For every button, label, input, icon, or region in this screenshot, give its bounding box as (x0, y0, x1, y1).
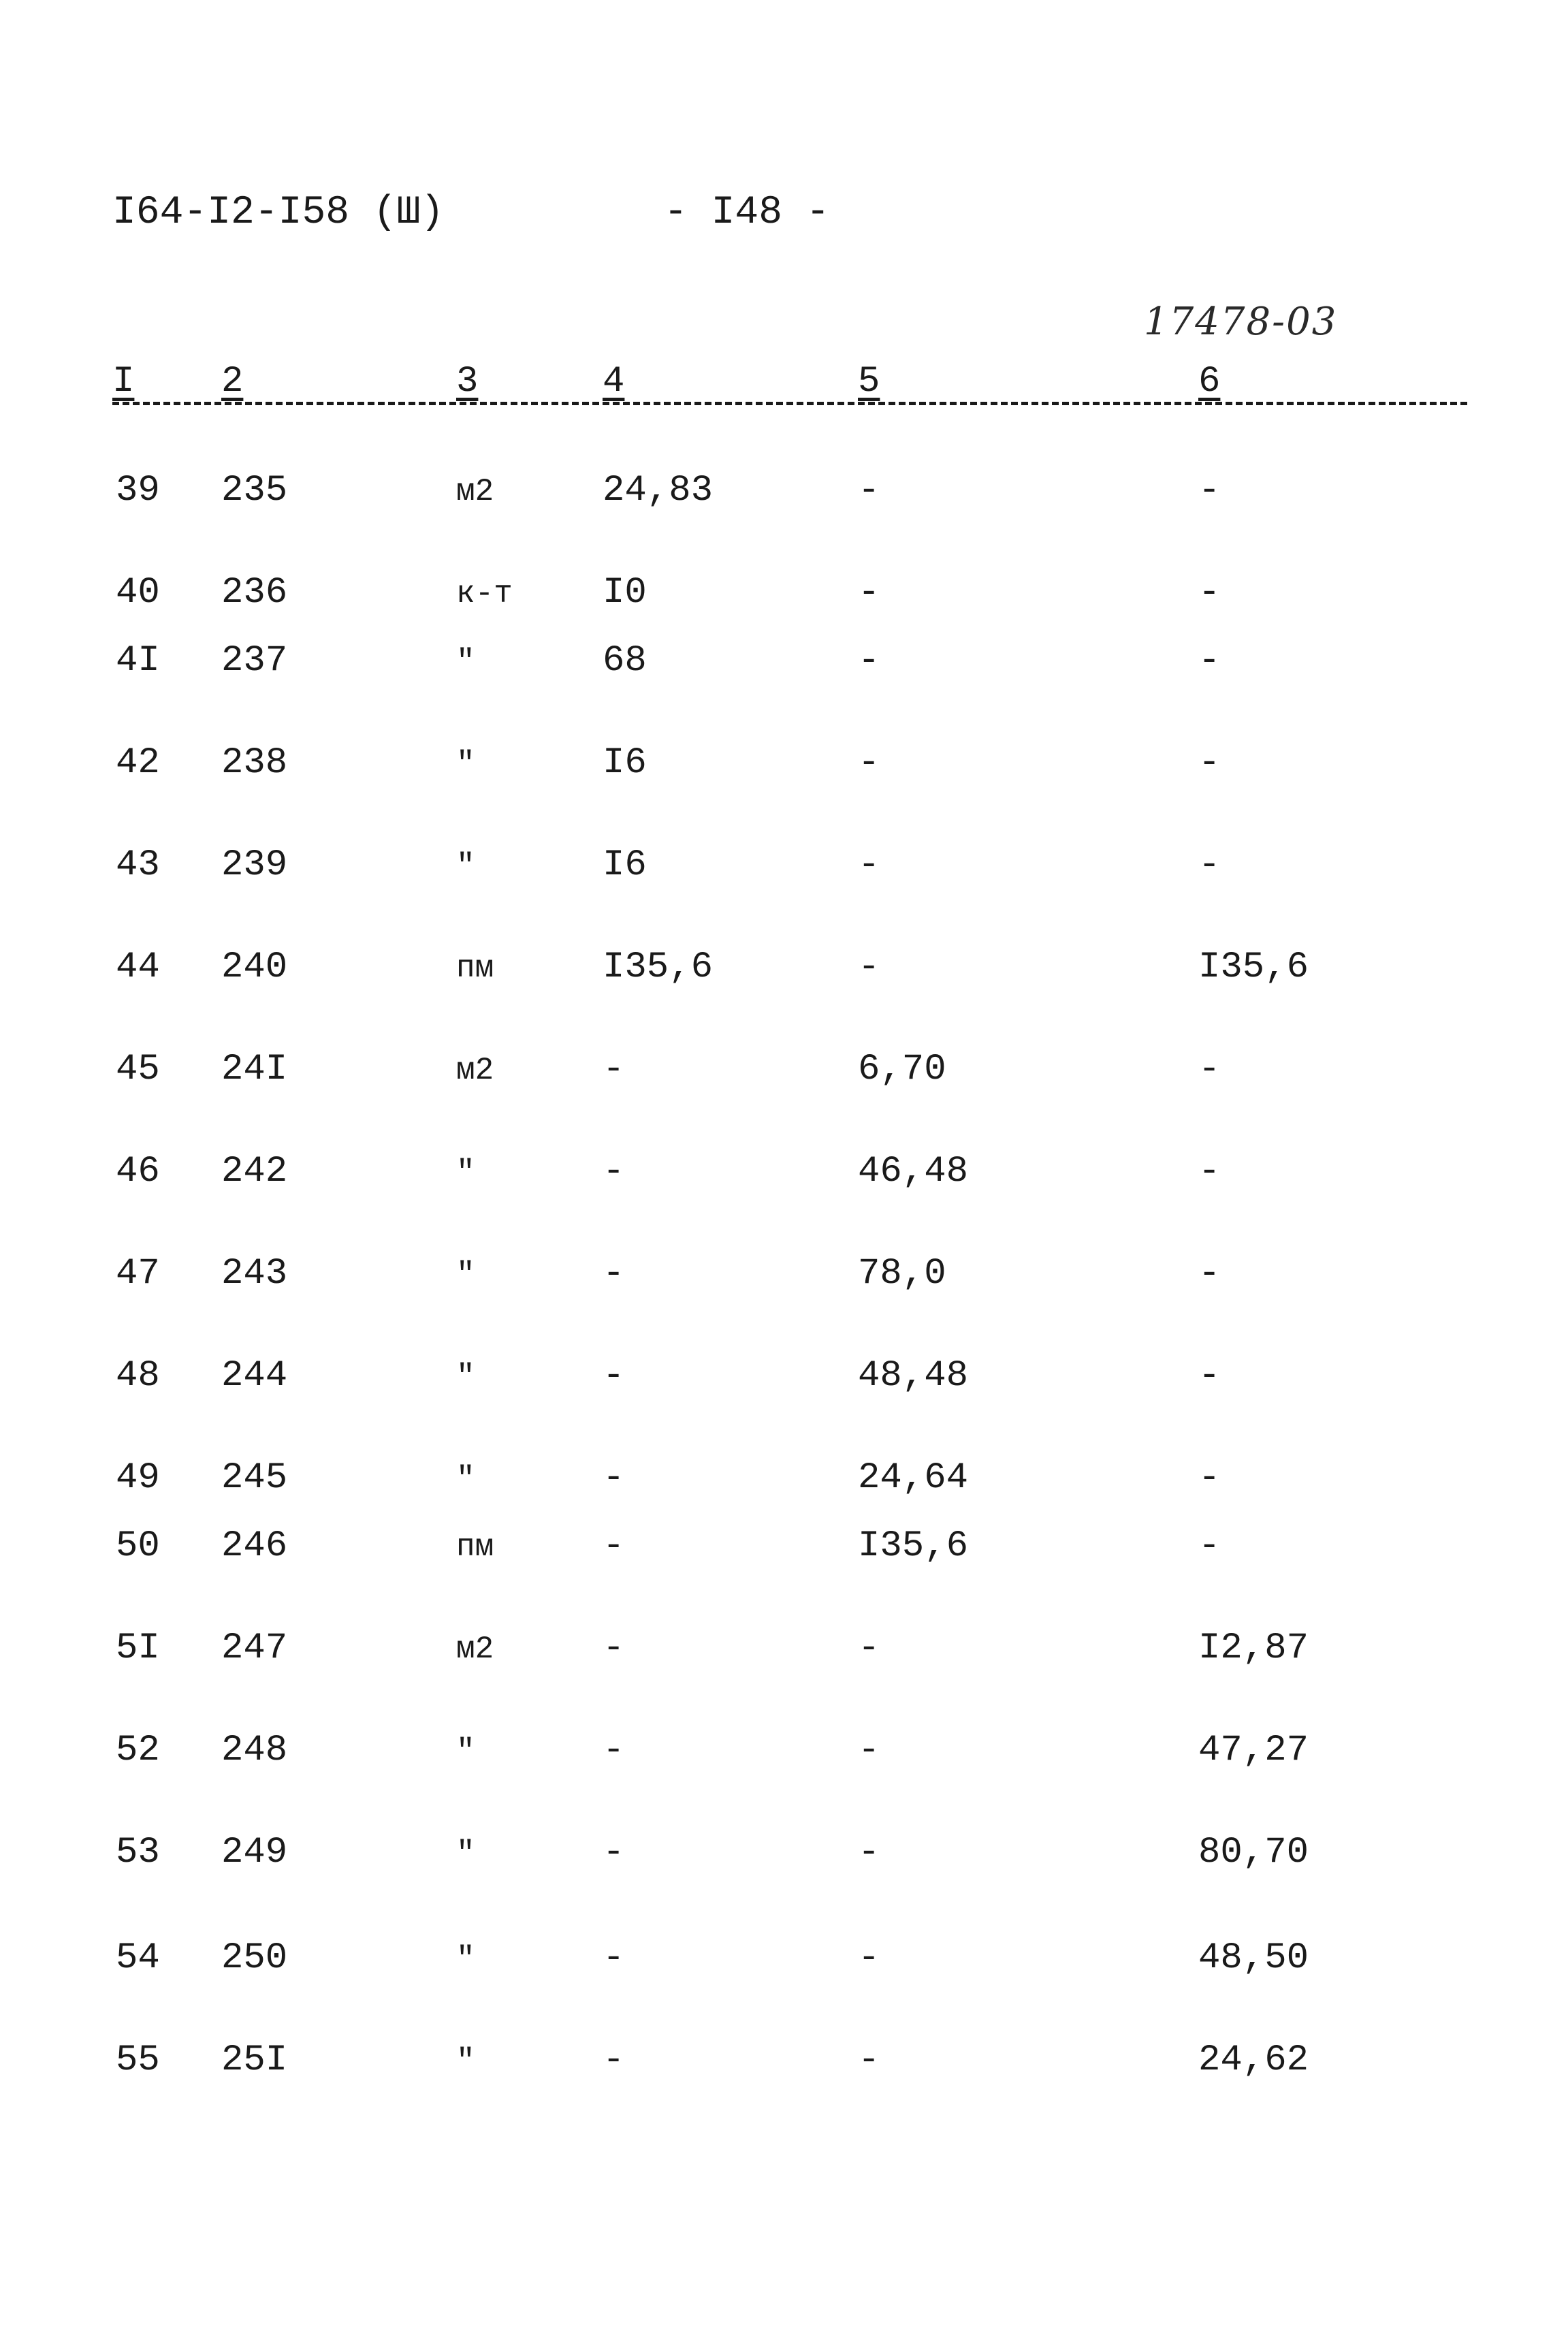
cell-col-2: 250 (221, 1937, 288, 1979)
cell-col-3: " (456, 2044, 475, 2079)
cell-col-1: 47 (116, 1253, 160, 1295)
cell-col-1: 49 (116, 1457, 160, 1499)
cell-col-4: - (603, 1253, 625, 1295)
cell-col-6: - (1198, 640, 1221, 682)
column-header-5: 5 (858, 361, 880, 402)
cell-col-3: " (456, 1257, 475, 1292)
cell-col-1: 43 (116, 844, 160, 886)
cell-col-1: 53 (116, 1832, 160, 1873)
cell-col-4: - (603, 1730, 625, 1771)
cell-col-3: " (456, 644, 475, 680)
cell-col-3: " (456, 848, 475, 884)
column-header-1: I (112, 361, 135, 402)
cell-col-3: к-т (456, 576, 513, 612)
cell-col-6: 47,27 (1198, 1730, 1309, 1771)
cell-col-5: - (858, 1832, 880, 1873)
cell-col-6: I35,6 (1198, 947, 1309, 988)
cell-col-3: " (456, 1941, 475, 1977)
column-header-6: 6 (1198, 361, 1221, 402)
cell-col-3: м2 (456, 1632, 494, 1667)
cell-col-5: 46,48 (858, 1151, 969, 1192)
cell-col-5: - (858, 947, 880, 988)
cell-col-6: - (1198, 742, 1221, 784)
cell-col-4: - (603, 2040, 625, 2081)
cell-col-2: 248 (221, 1730, 288, 1771)
document-code: I64-I2-I58 (Ш) (112, 191, 445, 235)
cell-col-4: I35,6 (603, 947, 714, 988)
cell-col-5: - (858, 470, 880, 511)
cell-col-3: пм (456, 1529, 494, 1565)
cell-col-6: - (1198, 470, 1221, 511)
cell-col-1: 39 (116, 470, 160, 511)
column-header-3: 3 (456, 361, 479, 402)
cell-col-5: - (858, 1628, 880, 1669)
cell-col-2: 249 (221, 1832, 288, 1873)
cell-col-6: - (1198, 1525, 1221, 1567)
cell-col-2: 237 (221, 640, 288, 682)
cell-col-2: 238 (221, 742, 288, 784)
cell-col-6: - (1198, 844, 1221, 886)
cell-col-1: 50 (116, 1525, 160, 1567)
cell-col-5: - (858, 1730, 880, 1771)
cell-col-5: - (858, 844, 880, 886)
cell-col-5: 24,64 (858, 1457, 969, 1499)
cell-col-3: " (456, 1359, 475, 1395)
cell-col-3: " (456, 1734, 475, 1769)
cell-col-4: I0 (603, 572, 647, 614)
cell-col-1: 46 (116, 1151, 160, 1192)
cell-col-2: 242 (221, 1151, 288, 1192)
cell-col-1: 44 (116, 947, 160, 988)
cell-col-4: - (603, 1457, 625, 1499)
cell-col-4: - (603, 1628, 625, 1669)
cell-col-4: - (603, 1525, 625, 1567)
cell-col-3: м2 (456, 1053, 494, 1088)
cell-col-3: " (456, 746, 475, 782)
cell-col-5: - (858, 1937, 880, 1979)
handwritten-note: 17478-03 (1144, 300, 1338, 344)
cell-col-6: - (1198, 1049, 1221, 1090)
cell-col-5: - (858, 742, 880, 784)
cell-col-4: - (603, 1832, 625, 1873)
cell-col-5: - (858, 640, 880, 682)
page-number: - I48 - (664, 191, 830, 235)
cell-col-2: 246 (221, 1525, 288, 1567)
cell-col-2: 24I (221, 1049, 288, 1090)
cell-col-1: 40 (116, 572, 160, 614)
cell-col-1: 54 (116, 1937, 160, 1979)
cell-col-3: " (456, 1836, 475, 1871)
cell-col-4: - (603, 1151, 625, 1192)
cell-col-3: " (456, 1155, 475, 1190)
cell-col-4: - (603, 1937, 625, 1979)
cell-col-5: - (858, 572, 880, 614)
cell-col-4: - (603, 1049, 625, 1090)
cell-col-1: 48 (116, 1355, 160, 1397)
cell-col-1: 45 (116, 1049, 160, 1090)
cell-col-6: - (1198, 1253, 1221, 1295)
cell-col-3: " (456, 1461, 475, 1497)
cell-col-6: I2,87 (1198, 1628, 1309, 1669)
cell-col-6: - (1198, 572, 1221, 614)
column-header-4: 4 (603, 361, 625, 402)
cell-col-1: 52 (116, 1730, 160, 1771)
cell-col-2: 25I (221, 2040, 288, 2081)
cell-col-3: пм (456, 951, 494, 986)
cell-col-2: 244 (221, 1355, 288, 1397)
cell-col-4: 68 (603, 640, 647, 682)
cell-col-4: 24,83 (603, 470, 714, 511)
cell-col-2: 243 (221, 1253, 288, 1295)
cell-col-6: 80,70 (1198, 1832, 1309, 1873)
cell-col-6: - (1198, 1457, 1221, 1499)
cell-col-2: 240 (221, 947, 288, 988)
cell-col-5: 6,70 (858, 1049, 946, 1090)
cell-col-4: I6 (603, 844, 647, 886)
cell-col-6: - (1198, 1355, 1221, 1397)
cell-col-2: 247 (221, 1628, 288, 1669)
cell-col-2: 239 (221, 844, 288, 886)
cell-col-1: 42 (116, 742, 160, 784)
cell-col-2: 236 (221, 572, 288, 614)
cell-col-4: - (603, 1355, 625, 1397)
cell-col-3: м2 (456, 474, 494, 509)
column-header-rule (112, 402, 1467, 405)
cell-col-2: 235 (221, 470, 288, 511)
cell-col-1: 55 (116, 2040, 160, 2081)
cell-col-5: - (858, 2040, 880, 2081)
cell-col-5: 78,0 (858, 1253, 946, 1295)
cell-col-1: 4I (116, 640, 160, 682)
column-header-2: 2 (221, 361, 244, 402)
cell-col-6: 24,62 (1198, 2040, 1309, 2081)
cell-col-4: I6 (603, 742, 647, 784)
cell-col-2: 245 (221, 1457, 288, 1499)
cell-col-5: I35,6 (858, 1525, 969, 1567)
cell-col-5: 48,48 (858, 1355, 969, 1397)
cell-col-6: 48,50 (1198, 1937, 1309, 1979)
cell-col-1: 5I (116, 1628, 160, 1669)
cell-col-6: - (1198, 1151, 1221, 1192)
